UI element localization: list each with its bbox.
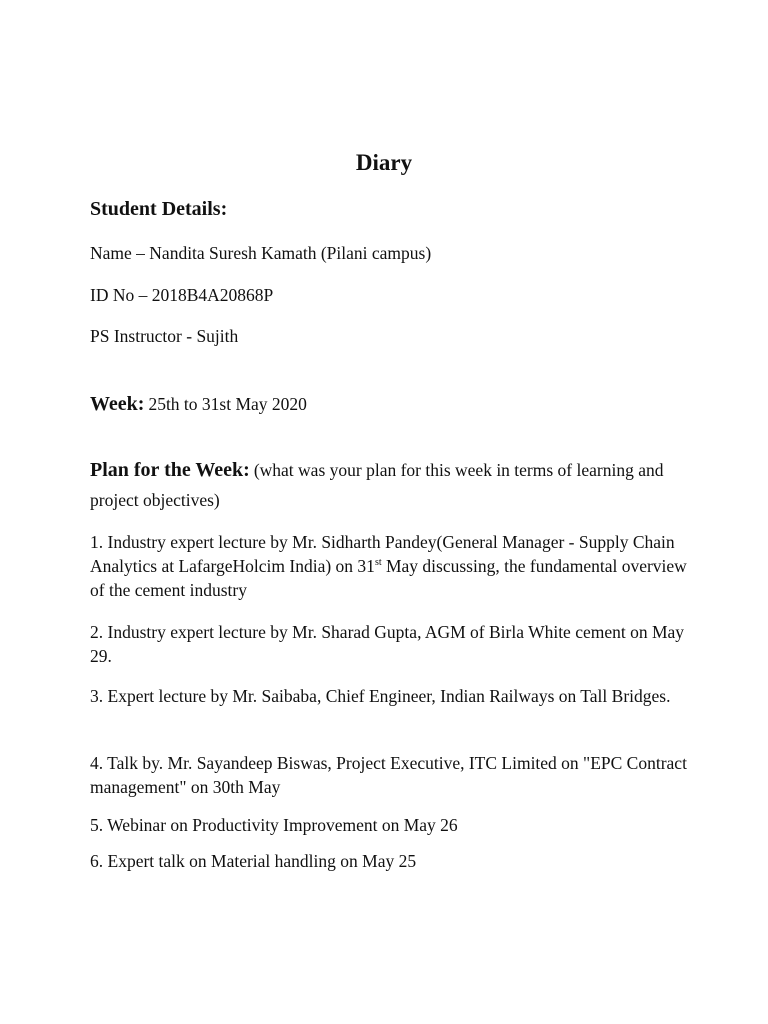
plan-heading	[90, 456, 690, 516]
week-label: Week:	[90, 393, 145, 415]
plan-item-2: 2. Industry expert lecture by Mr. Sharad Gupta, AGM of Birla White cement on May 29.	[90, 622, 685, 666]
plan-item-1-text-a: 1. Industry expert lecture by Mr. Sidharth Pandey(General Manager - Supply Chain Analytics at LafargeHolcim India) on 31	[90, 532, 675, 576]
plan-item-1-superscript: st	[374, 557, 382, 568]
plan-label: Plan for the Week:	[90, 459, 250, 481]
week-value: 25th to 31st May 2020	[148, 394, 307, 414]
student-id-line: ID No – 2018B4A20868P	[90, 285, 274, 305]
plan-item-3: 3. Expert lecture by Mr. Saibaba, Chief Engineer, Indian Railways on Tall Bridges.	[90, 686, 671, 706]
student-details-heading: Student Details:	[90, 198, 228, 220]
week-line	[90, 393, 307, 416]
plan-item-5: 5. Webinar on Productivity Improvement on May 26	[90, 815, 458, 835]
instructor-line: PS Instructor - Sujith	[90, 326, 239, 346]
student-name-line: Name – Nandita Suresh Kamath (Pilani campus)	[90, 243, 432, 263]
plan-item-4: 4. Talk by. Mr. Sayandeep Biswas, Project Executive, ITC Limited on "EPC Contract management" on 30th May	[90, 753, 687, 797]
plan-description: (what was your plan for this week in terms of learning and project objectives)	[90, 460, 664, 510]
plan-item-1-text-b: May discussing, the fundamental overview of the cement industry	[90, 556, 687, 600]
plan-item-1	[90, 530, 690, 602]
document-title: Diary	[355, 150, 413, 175]
plan-item-6: 6. Expert talk on Material handling on May 25	[90, 851, 417, 871]
